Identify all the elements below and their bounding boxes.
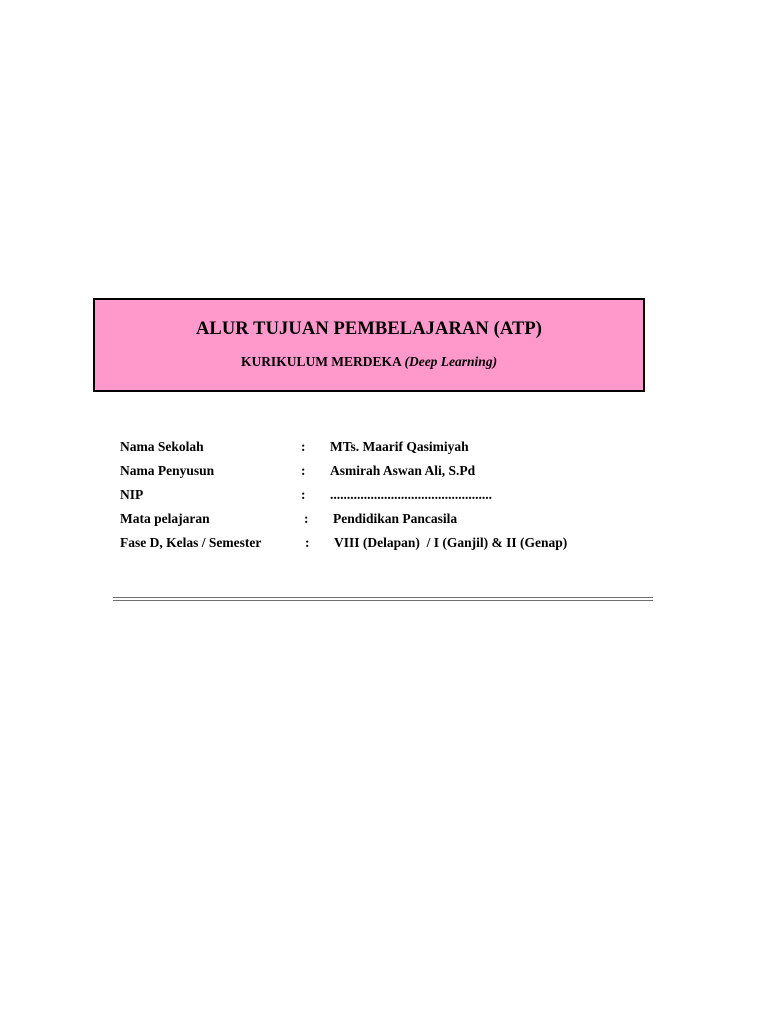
divider-line (113, 600, 653, 601)
info-label: Nama Sekolah (120, 439, 204, 454)
info-row-phase (0, 535, 768, 555)
info-label: Fase D, Kelas / Semester (120, 535, 262, 550)
info-label: Mata pelajaran (120, 511, 210, 526)
info-colon: : (301, 439, 306, 454)
info-colon: : (305, 535, 310, 550)
info-label: Nama Penyusun (120, 463, 215, 478)
info-row-nip (0, 487, 768, 507)
subtitle-italic: (Deep Learning) (404, 354, 498, 369)
info-value: VIII (Delapan) / I (Ganjil) & II (Genap) (334, 535, 568, 550)
info-colon: : (304, 511, 309, 526)
title-box (93, 298, 645, 392)
info-colon: : (301, 487, 306, 502)
document-title: ALUR TUJUAN PEMBELAJARAN (ATP) (195, 319, 543, 339)
subtitle-main: KURIKULUM MERDEKA (240, 354, 402, 369)
info-row-author (0, 463, 768, 483)
document-subtitle (95, 354, 643, 370)
info-colon: : (301, 463, 306, 478)
info-value: MTs. Maarif Qasimiyah (330, 439, 469, 454)
info-label: NIP (120, 487, 144, 502)
divider-line (113, 597, 653, 598)
info-row-school (0, 439, 768, 459)
info-value: Pendidikan Pancasila (333, 511, 458, 526)
info-value: ................................................ (330, 487, 492, 502)
info-row-subject (0, 511, 768, 531)
info-value: Asmirah Aswan Ali, S.Pd (330, 463, 476, 478)
